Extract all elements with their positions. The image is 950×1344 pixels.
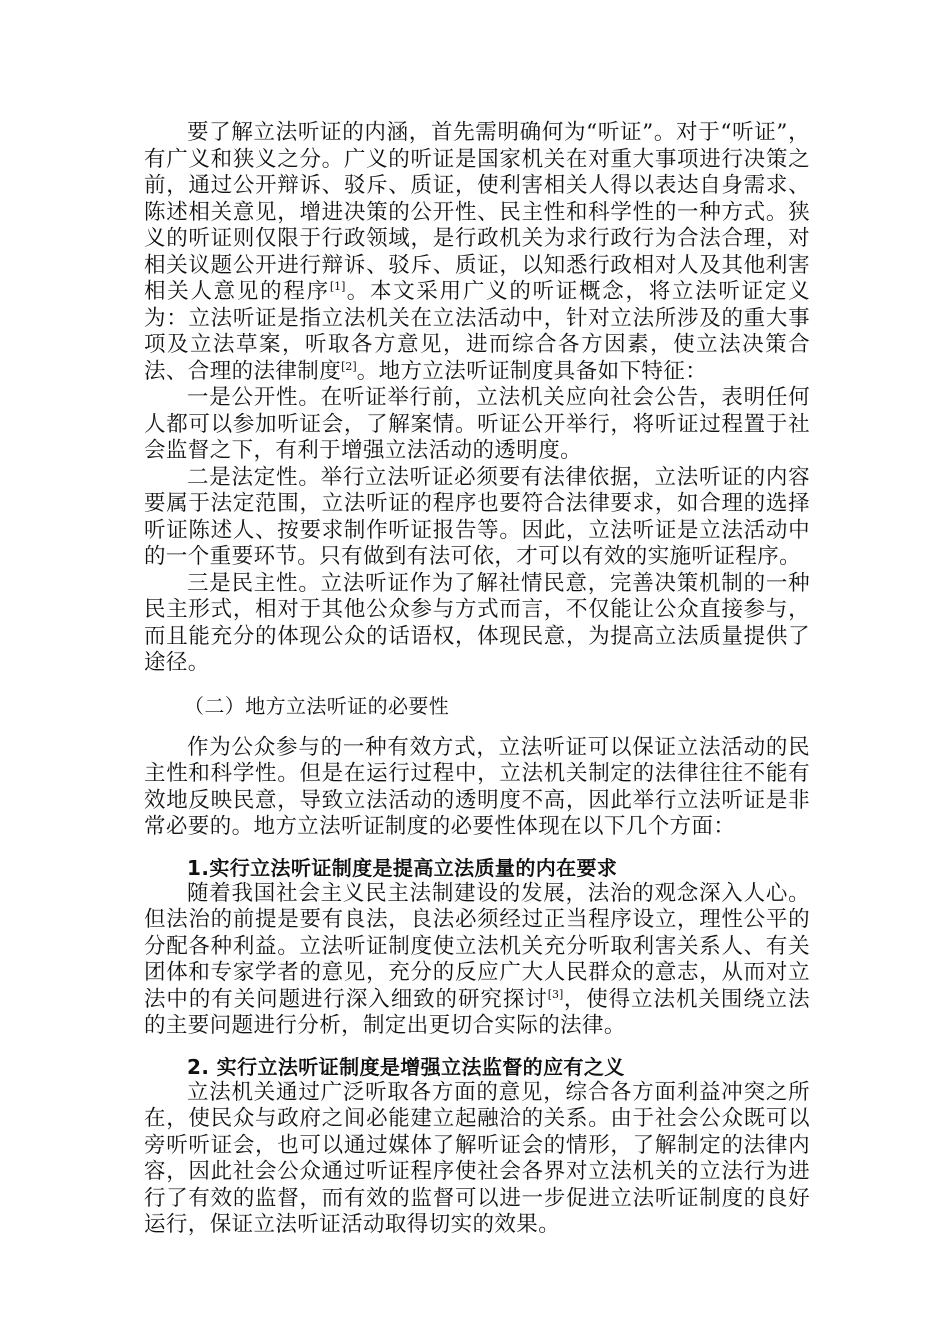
- citation-ref-1: [1]: [329, 279, 346, 293]
- document-page: [144, 120, 810, 1239]
- paragraph-legality: 二是法定性。举行立法听证必须要有法律依据，立法听证的内容要属于法定范围，立法听证的程序也要符合法律要求，如合理的选择听证陈述人、按要求制作听证报告等。因此，立法听证是立法活动中的一个重要环节。只有做到有法可依，才可以有效的实施听证程序。: [144, 464, 810, 569]
- paragraph-democracy: 三是民主性。立法听证作为了解社情民意，完善决策机制的一种民主形式，相对于其他公众参与方式而言，不仅能让公众直接参与，而且能充分的体现公众的话语权，体现民意，为提高立法质量提供了途径。: [144, 570, 810, 675]
- subsection-heading-supervision: 2. 实行立法听证制度是增强立法监督的应有之义: [187, 1054, 625, 1079]
- paragraph-text: 。地方立法听证制度具备如下特征：: [356, 358, 708, 384]
- paragraph-openness: 一是公开性。在听证举行前，立法机关应向社会公告，表明任何人都可以参加听证会，了解案情。听证公开举行，将听证过程置于社会监督之下，有利于增强立法活动的透明度。: [144, 385, 810, 463]
- citation-ref-2: [2]: [341, 359, 357, 373]
- section-heading-necessity: （二）地方立法听证的必要性: [184, 693, 450, 718]
- paragraph-definition: [144, 120, 810, 385]
- paragraph-text: ，使得立法机关围绕立法的主要问题进行分析，制定出更切合实际的法律。: [144, 986, 811, 1038]
- paragraph-quality: [144, 881, 810, 1040]
- paragraph-supervision: 立法机关通过广泛听取各方面的意见，综合各方面利益冲突之所在，使民众与政府之间必能建立起融洽的关系。由于社会公众既可以旁听听证会，也可以通过媒体了解听证会的情形，了解制定的法律内容，因此社会公众通过听证程序使社会各界对立法机关的立法行为进行了有效的监督，而有效的监督可以进一步促进立法听证制度的良好运行，保证立法听证活动取得切实的效果。: [144, 1079, 810, 1237]
- subsection-heading-quality: 1.实行立法听证制度是提高立法质量的内在要求: [187, 855, 618, 880]
- paragraph-text: 。本文采用广义的听证概念，将立法听证定义为：立法听证是指立法机关在立法活动中，针对立法所涉及的重大事项及立法草案，听取各方意见，进而综合各方因素，使立法决策合法、合理的法律制度: [144, 279, 810, 384]
- paragraph-text: 随着我国社会主义民主法制建设的发展，法治的观念深入人心。但法治的前提是要有良法，良法必须经过正当程序设立，理性公平的分配各种利益。立法听证制度使立法机关充分听取利害关系人、有关团体和专家学者的意见，充分的反应广大人民群众的意志，从而对立法中的有关问题进行深入细致的研究探讨: [144, 880, 810, 1012]
- paragraph-necessity-intro: 作为公众参与的一种有效方式，立法听证可以保证立法活动的民主性和科学性。但是在运行过程中，立法机关制定的法律往往不能有效地反映民意，导致立法活动的透明度不高，因此举行立法听证是非常必要的。地方立法听证制度的必要性体现在以下几个方面：: [144, 734, 810, 839]
- citation-ref-3: [3]: [547, 987, 564, 1001]
- paragraph-text: 要了解立法听证的内涵，首先需明确何为“听证”。对于“听证”，有广义和狭义之分。广义的听证是国家机关在对重大事项进行决策之前，通过公开辩诉、驳斥、质证，使利害相关人得以表达自身需求、陈述相关意见，增进决策的公开性、民主性和科学性的一种方式。狭义的听证则仅限于行政领域，是行政机关为求行政行为合法合理，对相关议题公开进行辩诉、驳斥、质证，以知悉行政相对人及其他利害相关人意见的程序: [144, 120, 810, 304]
